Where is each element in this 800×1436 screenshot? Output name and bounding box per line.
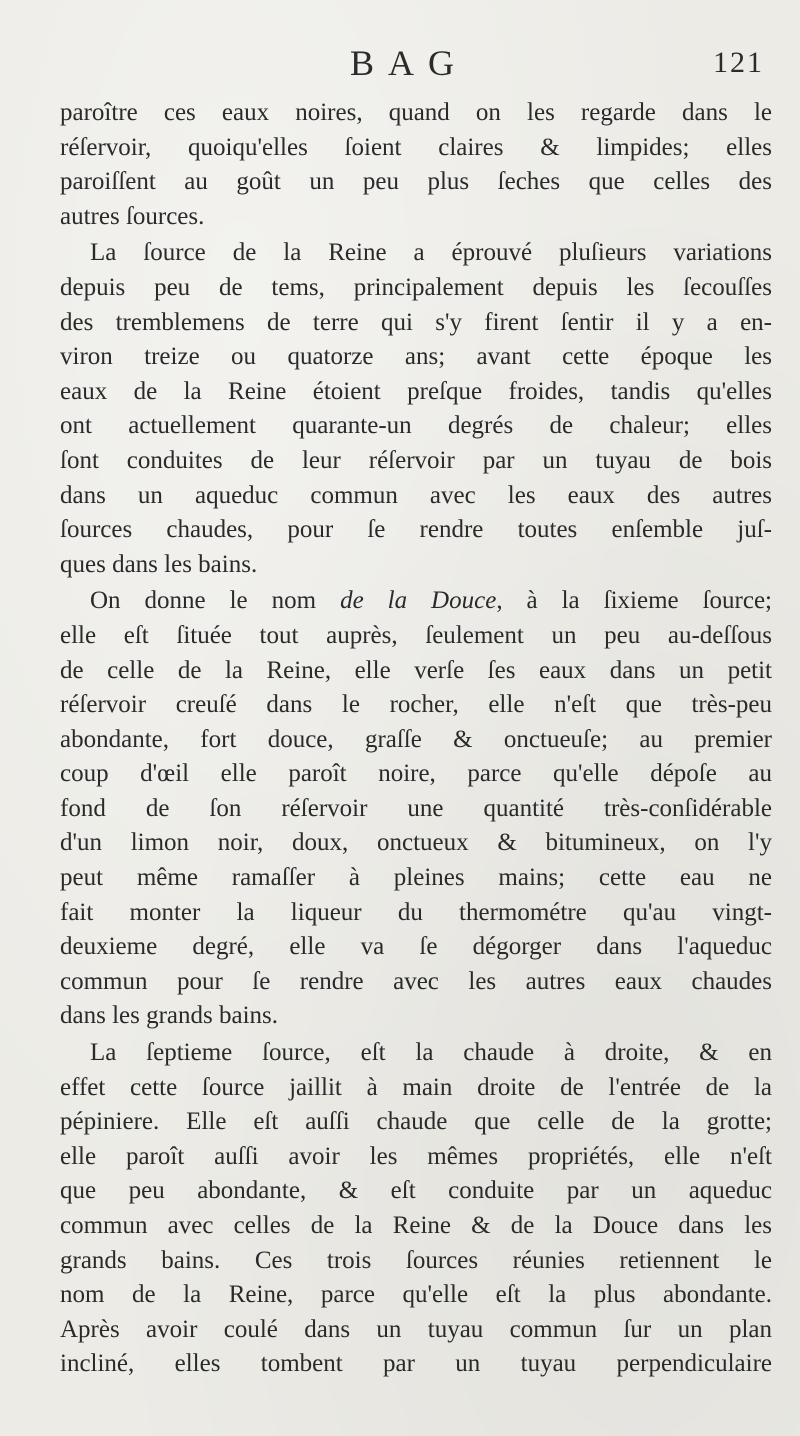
italic-name: de la Douce xyxy=(340,587,497,615)
paragraph xyxy=(60,584,772,1034)
text-line: depuis peu de tems, principalement depuis les ſecouſſes xyxy=(60,273,772,301)
text-line: La ſource de la Reine a éprouvé pluſieurs variations xyxy=(90,239,772,267)
paragraph xyxy=(60,1036,772,1382)
text-line: des tremblemens de terre qui s'y firent ſentir il y a en- xyxy=(60,308,772,336)
text-line: ques dans les bains. xyxy=(60,550,258,578)
text-line: commun pour ſe rendre avec les autres eaux chaudes xyxy=(60,967,772,995)
text-line: autres ſources. xyxy=(60,202,205,230)
page-number: 121 xyxy=(713,46,764,79)
text-line: que peu abondante, & eſt conduite par un aqueduc xyxy=(60,1177,772,1205)
running-title: BAG xyxy=(350,43,469,83)
text-line: On donne le nom de la Douce, à la ſixieme ſource; xyxy=(90,587,772,615)
text-line: réſervoir, quoiqu'elles ſoient claires & limpides; elles xyxy=(60,133,772,161)
text-line: fait monter la liqueur du thermométre qu'au vingt- xyxy=(60,898,772,926)
paragraph xyxy=(60,236,772,582)
body-text xyxy=(60,96,772,1382)
text-line: ſources chaudes, pour ſe rendre toutes enſemble juſ- xyxy=(60,516,772,544)
text-line: La ſeptieme ſource, eſt la chaude à droite, & en xyxy=(90,1039,772,1067)
text-line: de celle de la Reine, elle verſe ſes eaux dans un petit xyxy=(60,656,772,684)
text-line: paroiſſent au goût un peu plus ſeches que celles des xyxy=(60,168,772,196)
text-line: incliné, elles tombent par un tuyau perpendiculaire xyxy=(60,1350,772,1378)
text-line: abondante, fort douce, graſſe & onctueuſe; au premier xyxy=(60,725,772,753)
text-line: ont actuellement quarante-un degrés de chaleur; elles xyxy=(60,412,772,440)
text-line: deuxieme degré, elle va ſe dégorger dans l'aqueduc xyxy=(60,933,772,961)
text-line: nom de la Reine, parce qu'elle eſt la plus abondante. xyxy=(60,1281,772,1309)
text-line: fond de ſon réſervoir une quantité très-conſidérable xyxy=(60,794,772,822)
paragraph xyxy=(60,96,772,234)
text-line: commun avec celles de la Reine & de la Douce dans les xyxy=(60,1212,772,1239)
running-header xyxy=(0,42,800,90)
text-line: paroître ces eaux noires, quand on les regarde dans le xyxy=(60,99,772,126)
text-line: réſervoir creuſé dans le rocher, elle n'eſt que très-peu xyxy=(60,691,772,719)
text-line: dans les grands bains. xyxy=(60,1002,279,1030)
text-line: ſont conduites de leur réſervoir par un tuyau de bois xyxy=(60,446,772,474)
text-line: pépiniere. Elle eſt auſſi chaude que celle de la grotte; xyxy=(60,1108,772,1136)
text-line: viron treize ou quatorze ans; avant cette époque les xyxy=(60,343,772,371)
text-line: eaux de la Reine étoient preſque froides, tandis qu'elles xyxy=(60,377,772,405)
text-line: effet cette ſource jaillit à main droite de l'entrée de la xyxy=(60,1073,772,1101)
text-line: d'un limon noir, doux, onctueux & bitumineux, on l'y xyxy=(60,829,772,857)
text-line: dans un aqueduc commun avec les eaux des autres xyxy=(60,481,772,509)
text-line: elle eſt ſituée tout auprès, ſeulement un peu au-deſſous xyxy=(60,621,772,649)
text-line: elle paroît auſſi avoir les mêmes propriétés, elle n'eſt xyxy=(60,1142,772,1170)
text-line: coup d'œil elle paroît noire, parce qu'elle dépoſe au xyxy=(60,760,772,788)
text-line: Après avoir coulé dans un tuyau commun ſur un plan xyxy=(60,1315,772,1343)
text-line: peut même ramaſſer à pleines mains; cette eau ne xyxy=(60,864,772,892)
text-line: grands bains. Ces trois ſources réunies retiennent le xyxy=(60,1246,772,1274)
